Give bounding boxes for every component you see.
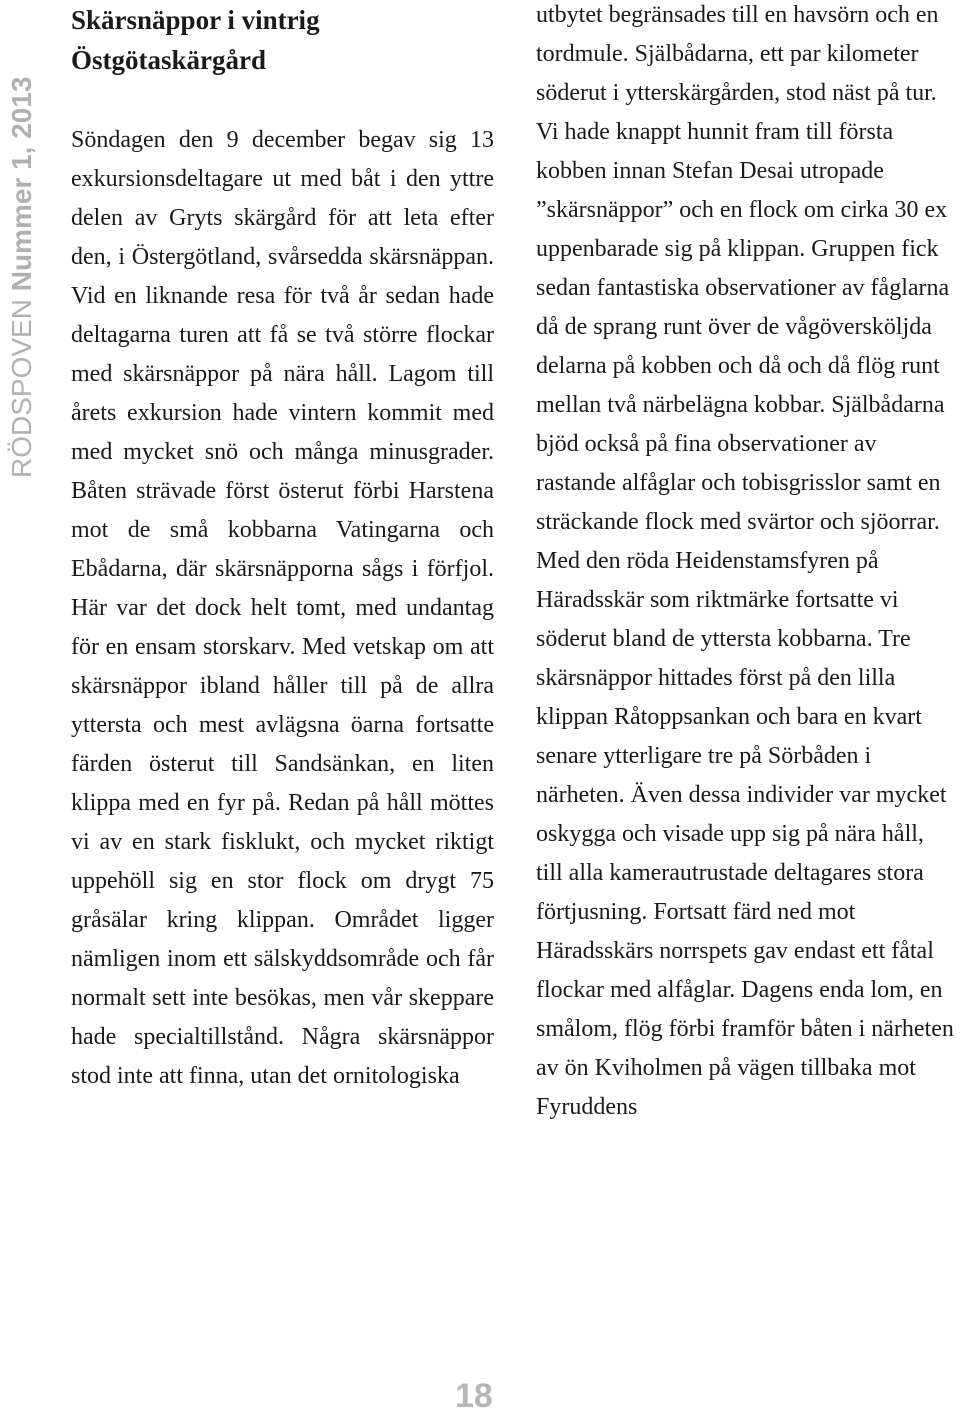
article-body-left: Söndagen den 9 december begav sig 13 exkursionsdeltagare ut med båt i den yttre delen av Gryts skärgård för att leta efter den, i Östergötland, svårsedda skärsnäppan. Vid en liknande resa för två år sedan hade deltagarna turen att få se två större flockar med skärsnäppor på nära håll. Lagom till årets exkursion hade vintern kommit med med mycket snö och många minusgrader. Båten strävade först österut förbi Harstena mot de små kobbarna Vatingarna och Ebådarna, där skärsnäpporna sågs i förfjol. Här var det dock helt tomt, med undantag för en ensam storskarv. Med vetskap om att skärsnäppor ibland håller till på de allra yttersta och mest avlägsna öarna fortsatte färden österut till Sandsänkan, en liten klippa med en fyr på. Redan på håll möttes vi av en stark fisklukt, och mycket riktigt uppehöll sig en stor flock om drygt 75 gråsälar kring klippan. Området ligger nämligen inom ett sälskyddsområde och får normalt sett inte besökas, men vår skeppare hade specialtillstånd. Några skärsnäppor stod inte att finna, utan det ornitologiska [71,127,494,1089]
magazine-issue-label [4,76,40,478]
page-number: 18 [455,1377,493,1415]
right-column [536,0,956,1127]
magazine-name: RÖDSPOVEN [6,299,37,478]
issue-number: Nummer 1, 2013 [6,76,37,292]
article-body-right: utbytet begränsades till en havsörn och en tordmule. Själbådarna, ett par kilometer söderut i ytterskärgården, stod näst på tur. Vi hade knappt hunnit fram till första kobben innan Stefan Desai utropade ”skärsnäppor” och en flock om cirka 30 ex uppenbarade sig på klippan. Gruppen fick sedan fantastiska observationer av fåglarna då de sprang runt över de vågöversköljda delarna på kobben och då och då flög runt mellan två närbelägna kobbar. Själbådarna bjöd också på fina observationer av rastande alfåglar och tobisgrisslor samt en sträckande flock med svärtor och sjöorrar. Med den röda Heidenstamsfyren på Häradsskär som riktmärke fortsatte vi söderut bland de yttersta kobbarna. Tre skärsnäppor hittades först på den lilla klippan Råtoppsankan och bara en kvart senare ytterligare tre på Sörbåden i närheten. Även dessa individer var mycket oskygga och visade upp sig på nära håll, till alla kamerautrustade deltagares stora förtjusning. Fortsatt färd ned mot Häradsskärs norrspets gav endast ett fåtal flockar med alfåglar. Dagens enda lom, en smålom, flög förbi framför båten i närheten av ön Kviholmen på vägen tillbaka mot Fyruddens [536,2,954,1120]
article-title-line-2: Östgötaskärgård [71,45,266,75]
article-title [71,0,494,80]
article-title-line-1: Skärsnäppor i vintrig [71,5,320,35]
left-column [71,0,494,1096]
